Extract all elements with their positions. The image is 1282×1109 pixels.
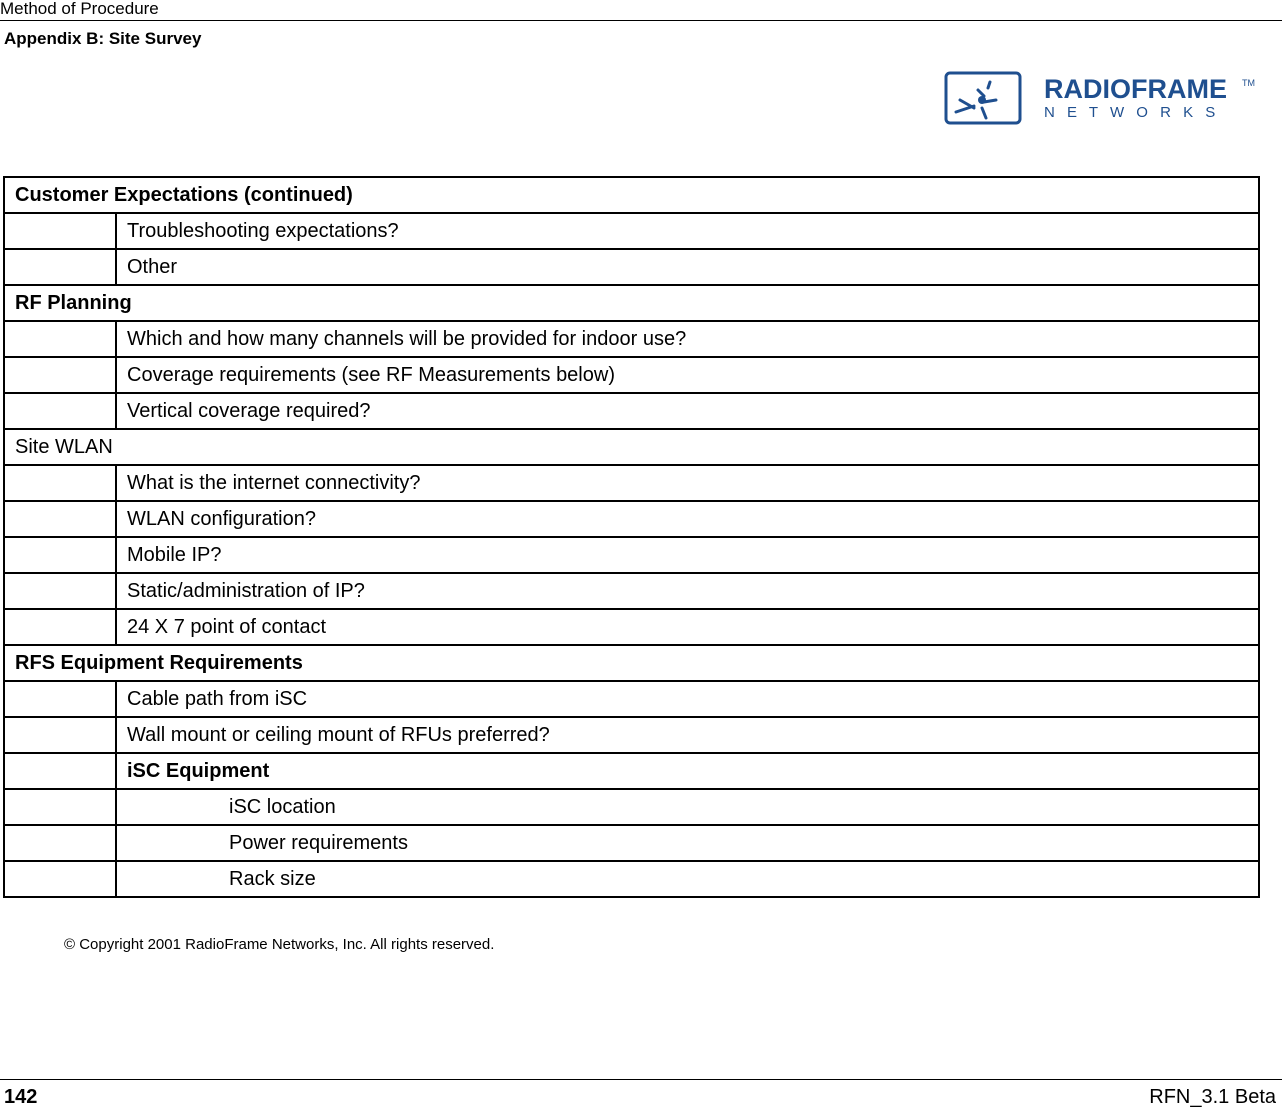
page-number: 142 (4, 1086, 38, 1108)
document-version: RFN_3.1 Beta (1149, 1086, 1276, 1108)
logo-brand: RADIOFRAME (1044, 74, 1227, 104)
section-title: RFS Equipment Requirements (4, 645, 1259, 681)
response-cell (4, 573, 116, 609)
table-row (4, 825, 1259, 861)
survey-question: WLAN configuration? (116, 501, 1259, 537)
table-row (4, 717, 1259, 753)
table-row (4, 501, 1259, 537)
logo-tm: TM (1242, 78, 1255, 88)
table-row (4, 573, 1259, 609)
section-title: Customer Expectations (continued) (4, 177, 1259, 213)
response-cell (4, 609, 116, 645)
table-row (4, 753, 1259, 789)
radioframe-logo-mark (944, 70, 1264, 128)
survey-question: Which and how many channels will be provided for indoor use? (116, 321, 1259, 357)
table-row (4, 789, 1259, 825)
copyright-notice: © Copyright 2001 RadioFrame Networks, Inc. All rights reserved. (64, 936, 495, 953)
survey-question: Rack size (116, 861, 1259, 897)
response-cell (4, 537, 116, 573)
table-row (4, 681, 1259, 717)
survey-question: Troubleshooting expectations? (116, 213, 1259, 249)
response-cell (4, 825, 116, 861)
response-cell (4, 717, 116, 753)
section-title: RF Planning (4, 285, 1259, 321)
survey-question: 24 X 7 point of contact (116, 609, 1259, 645)
table-row (4, 213, 1259, 249)
section-header-row (4, 429, 1259, 465)
survey-question: Wall mount or ceiling mount of RFUs preferred? (116, 717, 1259, 753)
survey-question: Mobile IP? (116, 537, 1259, 573)
survey-question: iSC location (116, 789, 1259, 825)
survey-question: Other (116, 249, 1259, 285)
section-title: Site WLAN (4, 429, 1259, 465)
table-row (4, 465, 1259, 501)
response-cell (4, 861, 116, 897)
appendix-title: Appendix B: Site Survey (4, 29, 202, 48)
survey-question: Cable path from iSC (116, 681, 1259, 717)
table-row (4, 357, 1259, 393)
section-header-row (4, 645, 1259, 681)
response-cell (4, 753, 116, 789)
response-cell (4, 681, 116, 717)
header-rule (0, 20, 1282, 21)
response-cell (4, 321, 116, 357)
response-cell (4, 501, 116, 537)
table-row (4, 537, 1259, 573)
table-row (4, 861, 1259, 897)
table-row (4, 609, 1259, 645)
table-row (4, 249, 1259, 285)
survey-question: Power requirements (116, 825, 1259, 861)
survey-question: Vertical coverage required? (116, 393, 1259, 429)
logo-sub: N E T W O R K S (1044, 104, 1220, 121)
response-cell (4, 249, 116, 285)
survey-question: iSC Equipment (116, 753, 1259, 789)
radioframe-logo (944, 70, 1264, 128)
running-title: Method of Procedure (0, 0, 159, 18)
section-header-row (4, 177, 1259, 213)
survey-question: Coverage requirements (see RF Measurements below) (116, 357, 1259, 393)
site-survey-table (3, 176, 1260, 898)
table-row (4, 321, 1259, 357)
response-cell (4, 357, 116, 393)
survey-question: Static/administration of IP? (116, 573, 1259, 609)
response-cell (4, 393, 116, 429)
survey-question: What is the internet connectivity? (116, 465, 1259, 501)
footer-rule (0, 1079, 1282, 1080)
response-cell (4, 213, 116, 249)
section-header-row (4, 285, 1259, 321)
response-cell (4, 465, 116, 501)
response-cell (4, 789, 116, 825)
table-row (4, 393, 1259, 429)
